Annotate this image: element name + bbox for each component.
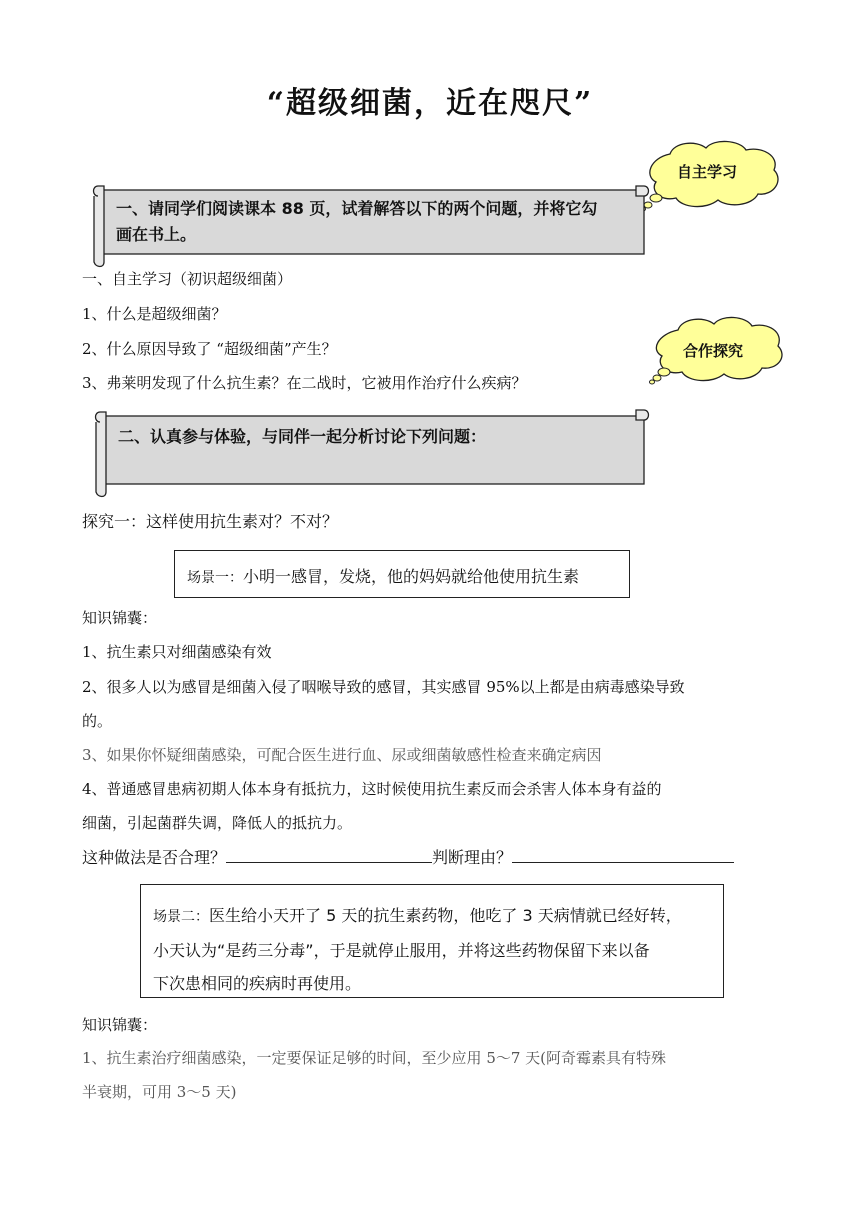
knowledge-2-title: 知识锦囊： xyxy=(82,1016,158,1034)
knowledge-1-item-4-line-1: 4、普通感冒患病初期人体本身有抵抗力，这时候使用抗生素反而会杀害人体本身有益的 xyxy=(82,780,662,798)
knowledge-1-title: 知识锦囊： xyxy=(82,609,158,627)
scroll-1-text xyxy=(116,196,597,248)
reasonable-question: 这种做法是否合理？ xyxy=(82,848,227,867)
knowledge-1-item-4-line-2: 细菌，引起菌群失调，降低人的抵抗力。 xyxy=(82,814,353,832)
scene-2-line-1: 医生给小天开了 5 天的抗生素药物，他吃了 3 天病情就已经好转， xyxy=(209,906,682,925)
question-2: 2、什么原因导致了 “超级细菌”产生？ xyxy=(82,340,337,358)
knowledge-1-item-2-line-2: 的。 xyxy=(82,712,113,730)
scene-2-box xyxy=(140,884,724,998)
scene-2-line-2: 小天认为“是药三分毒”，于是就停止服用，并将这些药物保留下来以备 xyxy=(153,941,650,960)
reason-question: 判断理由？ xyxy=(432,848,513,867)
answer-blank-reason[interactable] xyxy=(512,848,734,863)
scene-1-text: 小明一感冒，发烧，他的妈妈就给他使用抗生素 xyxy=(243,567,580,586)
scroll-1-line-2: 画在书上。 xyxy=(116,225,197,244)
cloud-label-cooperation: 合作探究 xyxy=(683,342,744,360)
scene-1-prefix: 场景一： xyxy=(187,570,243,586)
scene-2-prefix: 场景二： xyxy=(153,909,209,925)
knowledge-1-item-2-line-1: 2、很多人以为感冒是细菌入侵了咽喉导致的感冒，其实感冒 95%以上都是由病毒感染导致 xyxy=(82,678,685,696)
question-3: 3、弗莱明发现了什么抗生素？在二战时，它被用作治疗什么疾病？ xyxy=(82,374,527,392)
scene-1-box xyxy=(174,550,630,598)
page-title: “超级细菌，近在咫尺” xyxy=(266,86,594,121)
scroll-2-text: 二、认真参与体验，与同伴一起分析讨论下列问题： xyxy=(118,427,487,446)
knowledge-2-item-1-line-2: 半衰期，可用 3～5 天) xyxy=(82,1083,237,1101)
scroll-banner-2 xyxy=(92,406,652,498)
scroll-1-line-1: 一、请同学们阅读课本 88 页，试着解答以下的两个问题，并将它勾 xyxy=(116,199,598,218)
question-1: 1、什么是超级细菌？ xyxy=(82,305,227,323)
explore-1-heading: 探究一：这样使用抗生素对？不对？ xyxy=(82,512,339,531)
knowledge-1-item-3: 3、如果你怀疑细菌感染，可配合医生进行血、尿或细菌敏感性检查来确定病因 xyxy=(82,746,602,764)
reasoning-question-row xyxy=(82,845,734,868)
cloud-label-self-study: 自主学习 xyxy=(677,163,738,181)
knowledge-1-item-1: 1、抗生素只对细菌感染有效 xyxy=(82,643,272,661)
section-1-heading: 一、自主学习（初识超级细菌） xyxy=(82,270,293,288)
answer-blank-reasonable[interactable] xyxy=(226,848,432,863)
scene-2-line-3: 下次患相同的疾病时再使用。 xyxy=(153,974,362,993)
knowledge-2-item-1-line-1: 1、抗生素治疗细菌感染，一定要保证足够的时间，至少应用 5～7 天(阿奇霉素具有特殊 xyxy=(82,1049,667,1067)
